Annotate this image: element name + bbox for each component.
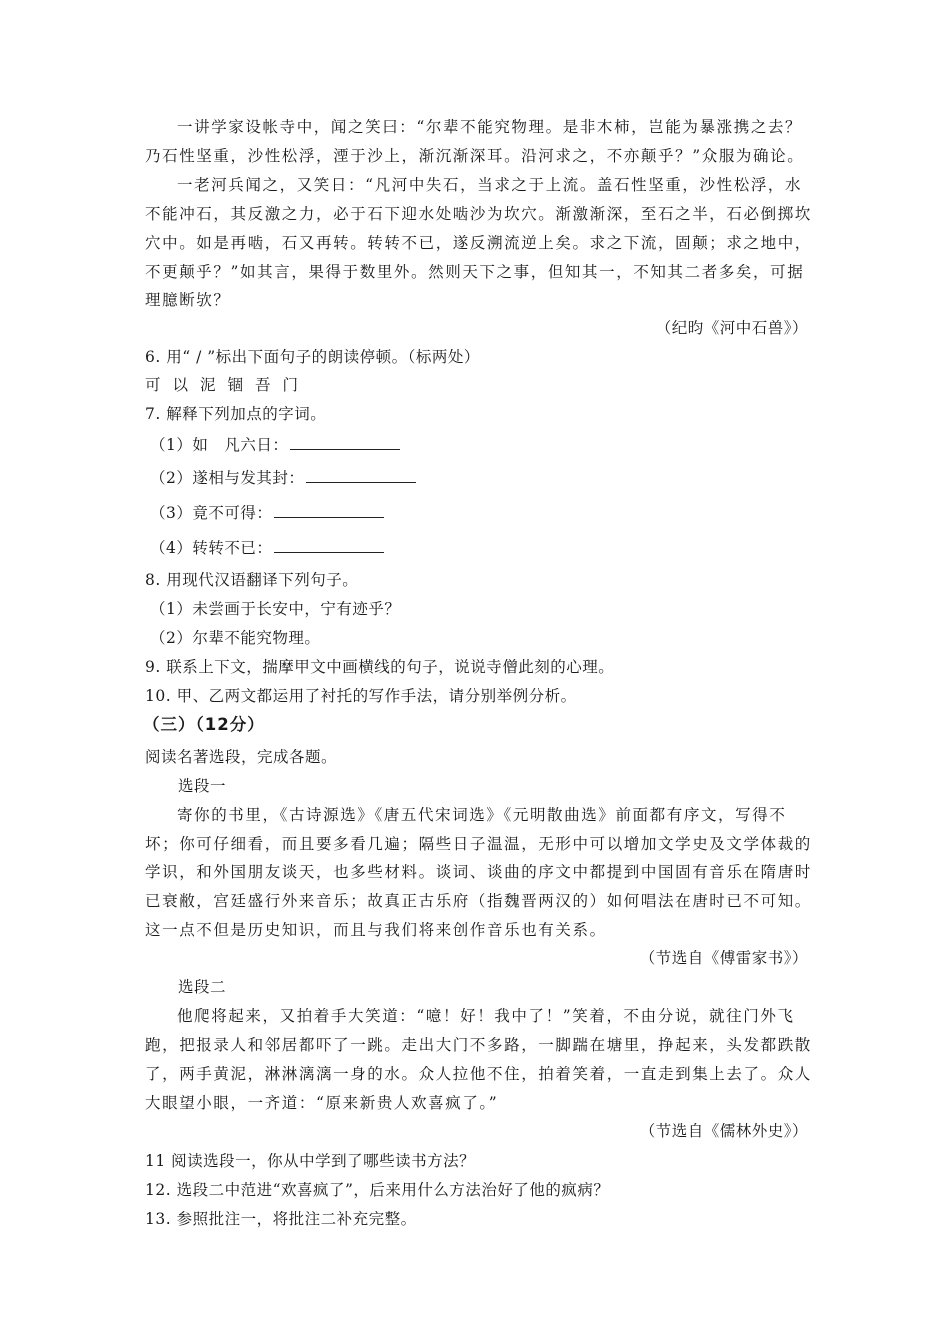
question-10: 10. 甲、乙两文都运用了衬托的写作手法，请分别举例分析。 [145,687,577,705]
question-7-item [150,468,416,488]
selection-2-line: 了，两手黄泥，淋淋漓漓一身的水。众人拉他不住，拍着笑着，一直走到集上去了。众人 [145,1065,812,1083]
selection-1-line: 学识，和外国朋友谈天，也多些材料。谈词、谈曲的序文中都提到中国固有音乐在隋唐时 [145,863,812,881]
section-intro: 阅读名著选段，完成各题。 [145,748,338,766]
question-7-item [150,538,384,558]
selection-2-line: 大眼望小眼，一齐道：“原来新贵人欢喜疯了。” [145,1094,499,1112]
question-6-sentence: 可以泥锢吾门 [145,376,311,394]
question-8-item: （2）尔辈不能究物理。 [150,629,321,647]
question-7-item-text: （3）竟不可得： [150,504,273,522]
answer-blank[interactable] [274,538,384,553]
question-7-item-text: （2）遂相与发其封： [150,469,305,487]
selection-2-source: （节选自《儒林外史》） [639,1122,808,1140]
question-7-item [150,435,400,455]
question-8-item: （1）未尝画于长安中，宁有迹乎？ [150,600,401,618]
passage-line: 乃石性坚重，沙性松浮，湮于沙上，渐沉渐深耳。沿河求之，不亦颠乎？”众服为确论。 [145,147,805,165]
passage-line: 不能冲石，其反激之力，必于石下迎水处啮沙为坎穴。渐激渐深，至石之半，石必倒掷坎 [145,205,812,223]
selection-2-line: 他爬将起来，又拍着手大笑道：“噫！好！我中了！”笑着，不由分说，就往门外飞 [177,1007,795,1025]
passage-line: 不更颠乎？”如其言，果得于数里外。然则天下之事，但知其一，不知其二者多矣，可据 [145,263,805,281]
answer-blank[interactable] [274,503,384,518]
question-7-item-text: （1）如 凡六日： [150,436,289,454]
selection-2-label: 选段二 [178,978,227,996]
question-12: 12. 选段二中范进“欢喜疯了”，后来用什么方法治好了他的疯病？ [145,1181,610,1199]
selection-1-line: 已衰敝，宫廷盛行外来音乐；故真正古乐府（指魏晋两汉的）如何唱法在唐时已不可知。 [145,892,812,910]
selection-1-source: （节选自《傅雷家书》） [639,949,808,967]
passage-source: （纪昀《河中石兽》） [655,319,808,337]
selection-1-line: 坏；你可仔细看，而且要多看几遍；隔些日子温温，无形中可以增加文学史及文学体裁的 [145,835,812,853]
passage-line: 理臆断欤？ [145,291,231,309]
passage-line: 一老河兵闻之，又笑日：“凡河中失石，当求之于上流。盖石性坚重，沙性松浮，水 [177,176,803,194]
question-7-item-text: （4）转转不已： [150,539,273,557]
question-9: 9. 联系上下文，揣摩甲文中画横线的句子，说说寺僧此刻的心理。 [145,658,615,676]
answer-blank[interactable] [290,435,400,450]
section-heading: （三）（12分） [143,715,265,734]
answer-blank[interactable] [306,468,416,483]
question-8: 8. 用现代汉语翻译下列句子。 [145,571,359,589]
selection-1-line: 寄你的书里，《古诗源选》《唐五代宋词选》《元明散曲选》前面都有序文，写得不 [177,806,787,824]
passage-line: 穴中。如是再啮，石又再转。转转不已，遂反溯流逆上矣。求之下流，固颠；求之地中， [145,234,812,252]
selection-2-line: 跑，把报录人和邻居都吓了一跳。走出大门不多路，一脚踹在塘里，挣起来，头发都跌散 [145,1036,812,1054]
selection-1-line: 这一点不但是历史知识，而且与我们将来创作音乐也有关系。 [145,921,607,939]
question-6: 6. 用“ / ”标出下面句子的朗读停顿。（标两处） [145,348,480,366]
passage-line: 一讲学家设帐寺中，闻之笑曰：“尔辈不能究物理。是非木柿，岂能为暴涨携之去？ [177,118,803,136]
question-13: 13. 参照批注一，将批注二补充完整。 [145,1210,417,1228]
question-7: 7. 解释下列加点的字词。 [145,405,327,423]
selection-1-label: 选段一 [178,777,227,795]
question-7-item [150,503,384,523]
question-11: 11 阅读选段一，你从中学到了哪些读书方法？ [145,1152,476,1170]
